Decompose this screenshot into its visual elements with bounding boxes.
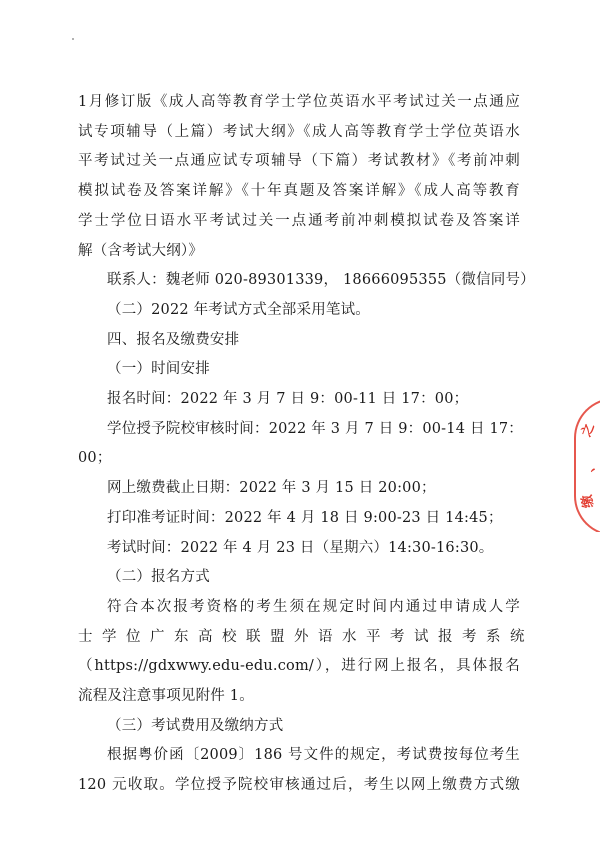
text-line: （https://gdxwwy.edu-edu.com/），进行网上报名，具体报名 xyxy=(78,658,520,675)
subsection-heading: （一）时间安排 xyxy=(107,361,210,378)
exam-mode-line: （二）2022 年考试方式全部采用笔试。 xyxy=(107,301,371,318)
red-seal-stamp xyxy=(570,398,600,532)
contact-line: 联系人：魏老师 020-89301339， 18666095355（微信同号） xyxy=(107,272,535,289)
seal-char: 缴 xyxy=(579,493,597,509)
method-paragraph xyxy=(78,593,534,712)
review-time: 学位授予院校审核时间：2022 年 3 月 7 日 9：00-14 日 17： xyxy=(107,420,524,437)
text-line: 1月修订版《成人高等教育学士学位英语水平考试过关一点通应 xyxy=(78,94,520,110)
text-line: 解（含考试大纲）》 xyxy=(78,242,204,259)
section-heading: 四、报名及缴费安排 xyxy=(107,331,240,348)
text-line: 士学位广东高校联盟外语水平考试报考系统 xyxy=(78,628,534,645)
scan-speck xyxy=(72,38,74,40)
text-line: 平考试过关一点通应试专项辅导（下篇）考试教材》《考前冲刺 xyxy=(78,153,520,170)
exam-time: 考试时间：2022 年 4 月 23 日（星期六）14:30-16:30。 xyxy=(107,539,494,556)
print-ticket-time: 打印准考证时间：2022 年 4 月 18 日 9:00-23 日 14:45； xyxy=(107,509,503,526)
document-body xyxy=(78,88,535,801)
seal-char: 之 xyxy=(579,421,598,439)
text-line: 模拟试卷及答案详解》《十年真题及答案详解》《成人高等教育 xyxy=(78,183,520,200)
text-line: 根据粤价函〔2009〕186 号文件的规定，考试费按每位考生 xyxy=(107,747,520,764)
text-line: 学士学位日语水平考试过关一点通考前冲刺模拟试卷及答案详 xyxy=(78,212,520,229)
text-line: 试专项辅导（上篇）考试大纲》《成人高等教育学士学位英语水 xyxy=(78,123,520,140)
review-time-cont: 00； xyxy=(78,450,112,467)
text-line: 流程及注意事项见附件 1。 xyxy=(78,688,254,705)
books-paragraph xyxy=(78,88,520,266)
fee-paragraph xyxy=(78,741,520,800)
seal-char: 、 xyxy=(582,458,599,473)
subsection-heading: （三）考试费用及缴纳方式 xyxy=(107,717,284,734)
subsection-heading: （二）报名方式 xyxy=(107,569,210,586)
text-line: 符合本次报考资格的考生须在规定时间内通过申请成人学 xyxy=(107,598,520,615)
payment-deadline: 网上缴费截止日期：2022 年 3 月 15 日 20:00； xyxy=(107,480,436,497)
registration-time: 报名时间：2022 年 3 月 7 日 9：00-11 日 17：00； xyxy=(107,391,469,408)
text-line: 120 元收取。学位授予院校审核通过后，考生以网上缴费方式缴 xyxy=(78,777,520,794)
